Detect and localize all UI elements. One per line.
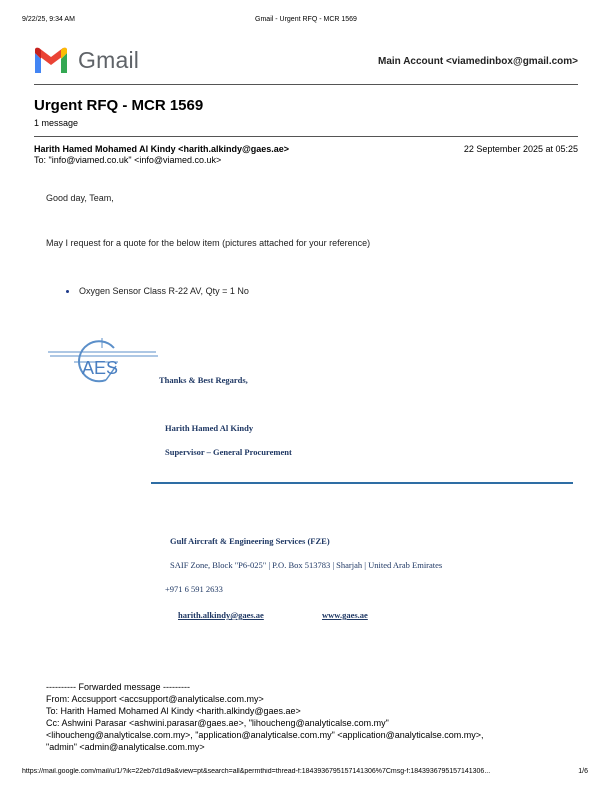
signature-phone: +971 6 591 2633 [165, 584, 223, 594]
message-count: 1 message [34, 118, 79, 128]
item-line: Oxygen Sensor Class R-22 AV, Qty = 1 No [79, 286, 249, 296]
forwarded-cc-cont: "admin" <admin@analyticalse.com.my> [46, 742, 205, 752]
forwarded-heading: ---------- Forwarded message --------- [46, 682, 190, 692]
email-request: May I request for a quote for the below item (pictures attached for your reference) [46, 238, 371, 248]
forwarded-to: To: Harith Hamed Mohamed Al Kindy <harith.alkindy@gaes.ae> [46, 706, 301, 716]
print-page-number: 1/6 [578, 768, 588, 775]
signature-closing: Thanks & Best Regards, [159, 375, 248, 385]
signature-divider [151, 482, 573, 484]
email-greeting: Good day, Team, [46, 193, 114, 203]
print-title: Gmail - Urgent RFQ - MCR 1569 [255, 16, 357, 23]
forwarded-from: From: Accsupport <accsupport@analyticalse.com.my> [46, 694, 264, 704]
header-divider [34, 84, 578, 85]
forwarded-cc: Cc: Ashwini Parasar <ashwini.parasar@gaes.ae>, "lihoucheng@analyticalse.com.my" [46, 718, 389, 728]
signature-website-link[interactable]: www.gaes.ae [322, 610, 368, 620]
email-to: To: "info@viamed.co.uk" <info@viamed.co.uk> [34, 155, 222, 165]
print-datetime: 9/22/25, 9:34 AM [22, 16, 75, 23]
account-label: Main Account <viamedinbox@gmail.com> [378, 56, 578, 67]
bullet-icon [66, 290, 69, 293]
forwarded-cc-cont: <lihoucheng@analyticalse.com.my>, "application@analyticalse.com.my" <application@analyticalse.com.my>, [46, 730, 484, 740]
email-subject: Urgent RFQ - MCR 1569 [34, 97, 204, 114]
signature-address: SAIF Zone, Block "P6-025" | P.O. Box 513783 | Sharjah | United Arab Emirates [170, 560, 443, 570]
gaes-logo-text: AES [82, 358, 119, 378]
subject-divider [34, 136, 578, 137]
signature-company: Gulf Aircraft & Engineering Services (FZE) [170, 536, 330, 546]
signature-email-link[interactable]: harith.alkindy@gaes.ae [178, 610, 264, 620]
email-from: Harith Hamed Mohamed Al Kindy <harith.alkindy@gaes.ae> [34, 144, 290, 154]
print-footer-url: https://mail.google.com/mail/u/1/?ik=22eb7d1d9a&view=pt&search=all&permthid=thread-f:1843936795157141306%7Cmsg-f:1843936795157141306... [22, 768, 491, 775]
gmail-wordmark: Gmail [78, 47, 140, 73]
signature-position: Supervisor – General Procurement [165, 447, 292, 457]
email-date: 22 September 2025 at 05:25 [463, 144, 578, 154]
signature-name: Harith Hamed Al Kindy [165, 423, 254, 433]
